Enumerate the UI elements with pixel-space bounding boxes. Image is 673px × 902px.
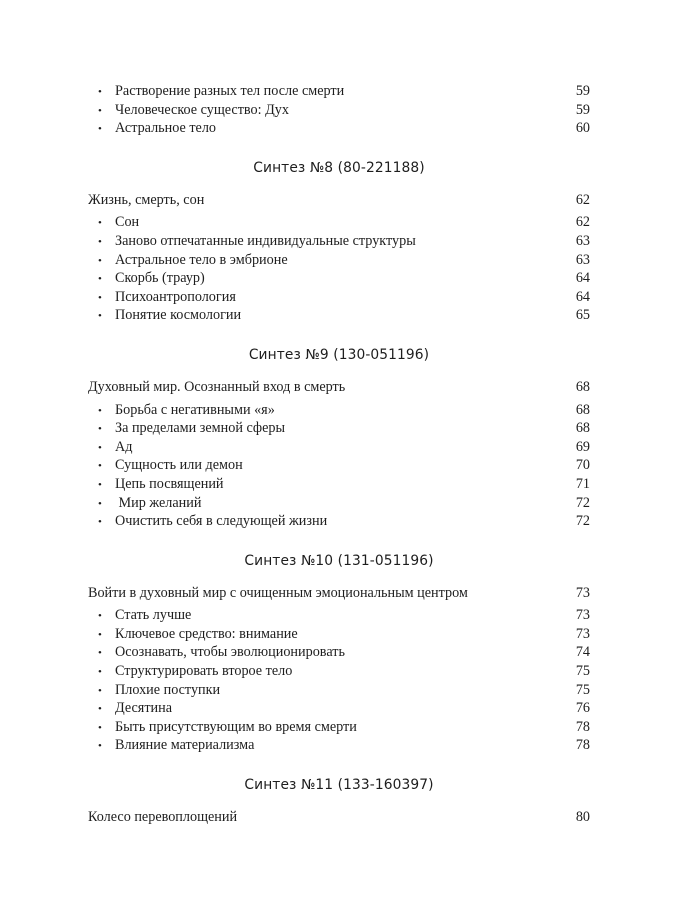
chapter-title: Войти в духовный мир с очищенным эмоциональным центром [88,584,468,601]
entry-title: Влияние материализма [115,737,255,754]
toc-entry[interactable] [88,643,590,662]
page-number: 75 [575,663,590,680]
bullet-icon: • [98,291,102,304]
toc-entry[interactable] [88,606,590,625]
section-title: Синтез №11 (133-160397) [244,777,434,794]
bullet-icon: • [98,404,102,417]
bullet-icon: • [98,235,102,248]
entry-left [98,475,224,495]
entry-title: Мир желаний [115,494,202,511]
toc-entry[interactable] [88,232,590,251]
entry-title: Заново отпечатанные индивидуальные структуры [115,232,416,249]
entry-title: Борьба с негативными «я» [115,401,275,418]
page-number: 63 [575,232,590,249]
toc-entry[interactable] [88,288,590,307]
entry-left [98,232,416,252]
toc-entry[interactable] [88,438,590,457]
toc-section [88,82,590,138]
bullet-icon: • [98,460,102,473]
page-number: 69 [575,438,590,455]
chapter-title: Жизнь, смерть, сон [88,191,205,208]
toc-entry[interactable] [88,269,590,288]
entry-left [98,82,344,102]
toc-entry[interactable] [88,494,590,513]
toc-section [88,776,590,827]
entry-left [98,419,285,439]
entry-left [98,512,327,532]
toc-entry[interactable] [88,475,590,494]
entry-title: Астральное тело [115,120,217,137]
entry-title: Структурировать второе тело [115,663,293,680]
entry-title: Ад [115,438,133,455]
entry-left [98,401,275,421]
page-number: 80 [575,809,590,826]
entry-title: Астральное тело в эмбрионе [115,251,288,268]
chapter-entry[interactable] [88,808,590,827]
toc-section [88,346,590,531]
bullet-icon: • [98,740,102,753]
toc-section [88,552,590,755]
entry-title: Быть присутствующим во время смерти [115,718,357,735]
section-title: Синтез №8 (80-221188) [253,159,425,176]
chapter-title: Духовный мир. Осознанный вход в смерть [88,378,346,395]
bullet-icon: • [98,684,102,697]
toc-entry[interactable] [88,101,590,120]
toc-entry[interactable] [88,662,590,681]
entry-title: Сон [115,214,140,231]
page-number: 62 [575,214,590,231]
entry-title: Психоантропология [115,288,236,305]
entry-left [98,718,357,738]
page-number: 68 [575,420,590,437]
toc-entry[interactable] [88,119,590,138]
bullet-icon: • [98,273,102,286]
entry-title: Десятина [115,700,173,717]
toc-entry[interactable] [88,456,590,475]
chapter-entry[interactable] [88,191,590,210]
bullet-icon: • [98,423,102,436]
page-number: 64 [575,288,590,305]
toc-section [88,159,590,325]
page-number: 75 [575,681,590,698]
entry-title: Стать лучше [115,607,192,624]
section-title: Синтез №10 (131-051196) [244,552,434,569]
entry-title: Человеческое существо: Дух [115,101,289,118]
bullet-icon: • [98,703,102,716]
entry-left [98,306,241,326]
page-number: 78 [575,718,590,735]
entry-left [98,736,254,756]
page-number: 72 [575,513,590,530]
entry-title: Цепь посвящений [115,475,224,492]
page-number: 72 [575,494,590,511]
bullet-icon: • [98,123,102,136]
page-number: 73 [575,584,590,601]
page-number: 60 [575,120,590,137]
toc-entry[interactable] [88,401,590,420]
toc-entry[interactable] [88,306,590,325]
entry-title: Очистить себя в следующей жизни [115,513,328,530]
toc-entry[interactable] [88,251,590,270]
entry-left [98,494,201,514]
entry-left [98,643,345,663]
page-number: 74 [575,644,590,661]
table-of-contents [88,82,590,831]
bullet-icon: • [98,104,102,117]
entry-left [98,288,236,308]
page-number: 63 [575,251,590,268]
bullet-icon: • [98,610,102,623]
bullet-icon: • [98,310,102,323]
entry-left [98,251,288,271]
entry-left [98,662,292,682]
entry-left [98,681,220,701]
toc-entry[interactable] [88,625,590,644]
entry-left [98,438,132,458]
page-number: 65 [575,307,590,324]
bullet-icon: • [98,666,102,679]
entry-title: За пределами земной сферы [115,420,286,437]
entry-title: Скорбь (траур) [115,270,205,287]
entry-left [98,456,243,476]
entry-left [98,699,172,719]
bullet-icon: • [98,86,102,98]
entry-title: Плохие поступки [115,681,221,698]
toc-entry[interactable] [88,512,590,531]
entry-left [98,606,191,626]
entry-title: Осознавать, чтобы эволюционировать [115,644,345,661]
section-title: Синтез №9 (130-051196) [248,346,430,363]
toc-entry[interactable] [88,213,590,232]
chapter-entry[interactable] [88,378,590,397]
page-number: 64 [575,270,590,287]
page-number: 73 [575,607,590,624]
toc-entry[interactable] [88,736,590,755]
bullet-icon: • [98,721,102,734]
page-number: 76 [575,700,590,717]
toc-entry[interactable] [88,419,590,438]
bullet-icon: • [98,441,102,454]
toc-entry[interactable] [88,718,590,737]
bullet-icon: • [98,217,102,230]
page-number: 73 [575,625,590,642]
entry-title: Сущность или демон [115,457,243,474]
entry-title: Понятие космологии [115,307,242,324]
toc-entry[interactable] [88,699,590,718]
bullet-icon: • [98,497,102,510]
bullet-icon: • [98,628,102,641]
bullet-icon: • [98,478,102,491]
chapter-title: Колесо перевоплощений [88,809,238,826]
entry-left [98,625,298,645]
entry-left [98,101,289,121]
page-number: 70 [575,457,590,474]
page-number: 68 [575,401,590,418]
entry-title: Ключевое средство: внимание [115,625,298,642]
page-number: 71 [575,475,590,492]
toc-entry[interactable] [88,82,590,101]
bullet-icon: • [98,647,102,660]
chapter-entry[interactable] [88,584,590,603]
page-number: 78 [575,737,590,754]
bullet-icon: • [98,516,102,529]
page-number: 59 [575,101,590,118]
page-number: 62 [575,191,590,208]
page-number: 59 [575,83,590,99]
toc-entry[interactable] [88,681,590,700]
entry-left [98,213,139,233]
entry-left [98,269,205,289]
bullet-icon: • [98,254,102,267]
entry-left [98,119,216,139]
entry-title: Растворение разных тел после смерти [115,83,345,99]
page-number: 68 [575,378,590,395]
